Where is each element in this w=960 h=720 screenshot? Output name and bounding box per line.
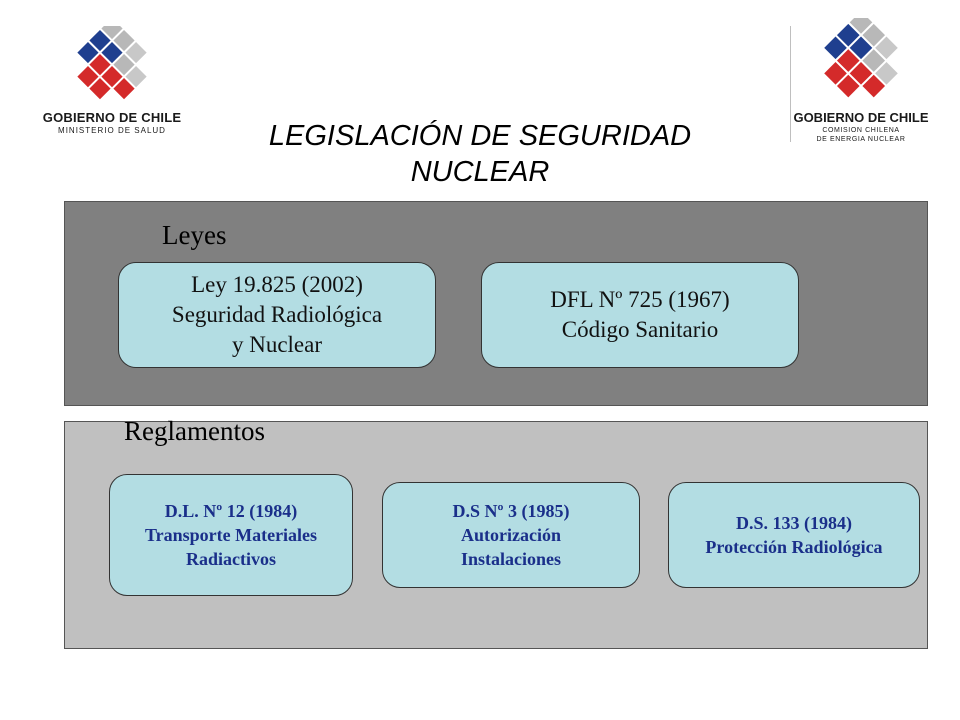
page-title [200,118,760,190]
box-line: Radiactivos [186,549,276,569]
cchen-logo [786,18,936,148]
box-line: Instalaciones [460,549,561,569]
box-line: D.L. Nº 12 (1984) [164,501,298,521]
reglamentos-label: Reglamentos [124,416,265,446]
box-line: DFL Nº 725 (1967) [550,287,730,312]
box-line: D.S. 133 (1984) [736,513,852,533]
ley-19825-box [118,262,436,368]
ministerio-salud-logo [42,26,182,142]
box-line: Seguridad Radiológica [171,302,383,327]
box-line: Transporte Materiales [144,525,318,545]
box-line: y Nuclear [231,332,323,357]
page-title-line-1: LEGISLACIÓN DE SEGURIDAD [268,120,692,152]
page-title-line-2: NUCLEAR [410,156,550,188]
box-line: Código Sanitario [561,317,719,342]
dfl-725-box [481,262,799,368]
ds-3-box [382,482,640,588]
box-line: Autorización [461,525,561,545]
chile-government-diamond-logo-icon [786,18,936,108]
logo-right-title: GOBIERNO DE CHILE [793,110,929,125]
box-line: Ley 19.825 (2002) [191,272,363,297]
chile-government-diamond-logo-icon [42,26,182,110]
logo-right-subtitle-1: COMISION CHILENA [822,127,900,134]
leyes-label: Leyes [162,220,227,250]
logo-right-subtitle-2: DE ENERGIA NUCLEAR [816,136,906,143]
logo-left-title: GOBIERNO DE CHILE [42,110,182,125]
ds-133-box [668,482,920,588]
box-line: D.S Nº 3 (1985) [452,501,570,521]
logo-left-subtitle: MINISTERIO DE SALUD [58,126,166,135]
dl-12-box [109,474,353,596]
box-line: Protección Radiológica [705,537,883,557]
